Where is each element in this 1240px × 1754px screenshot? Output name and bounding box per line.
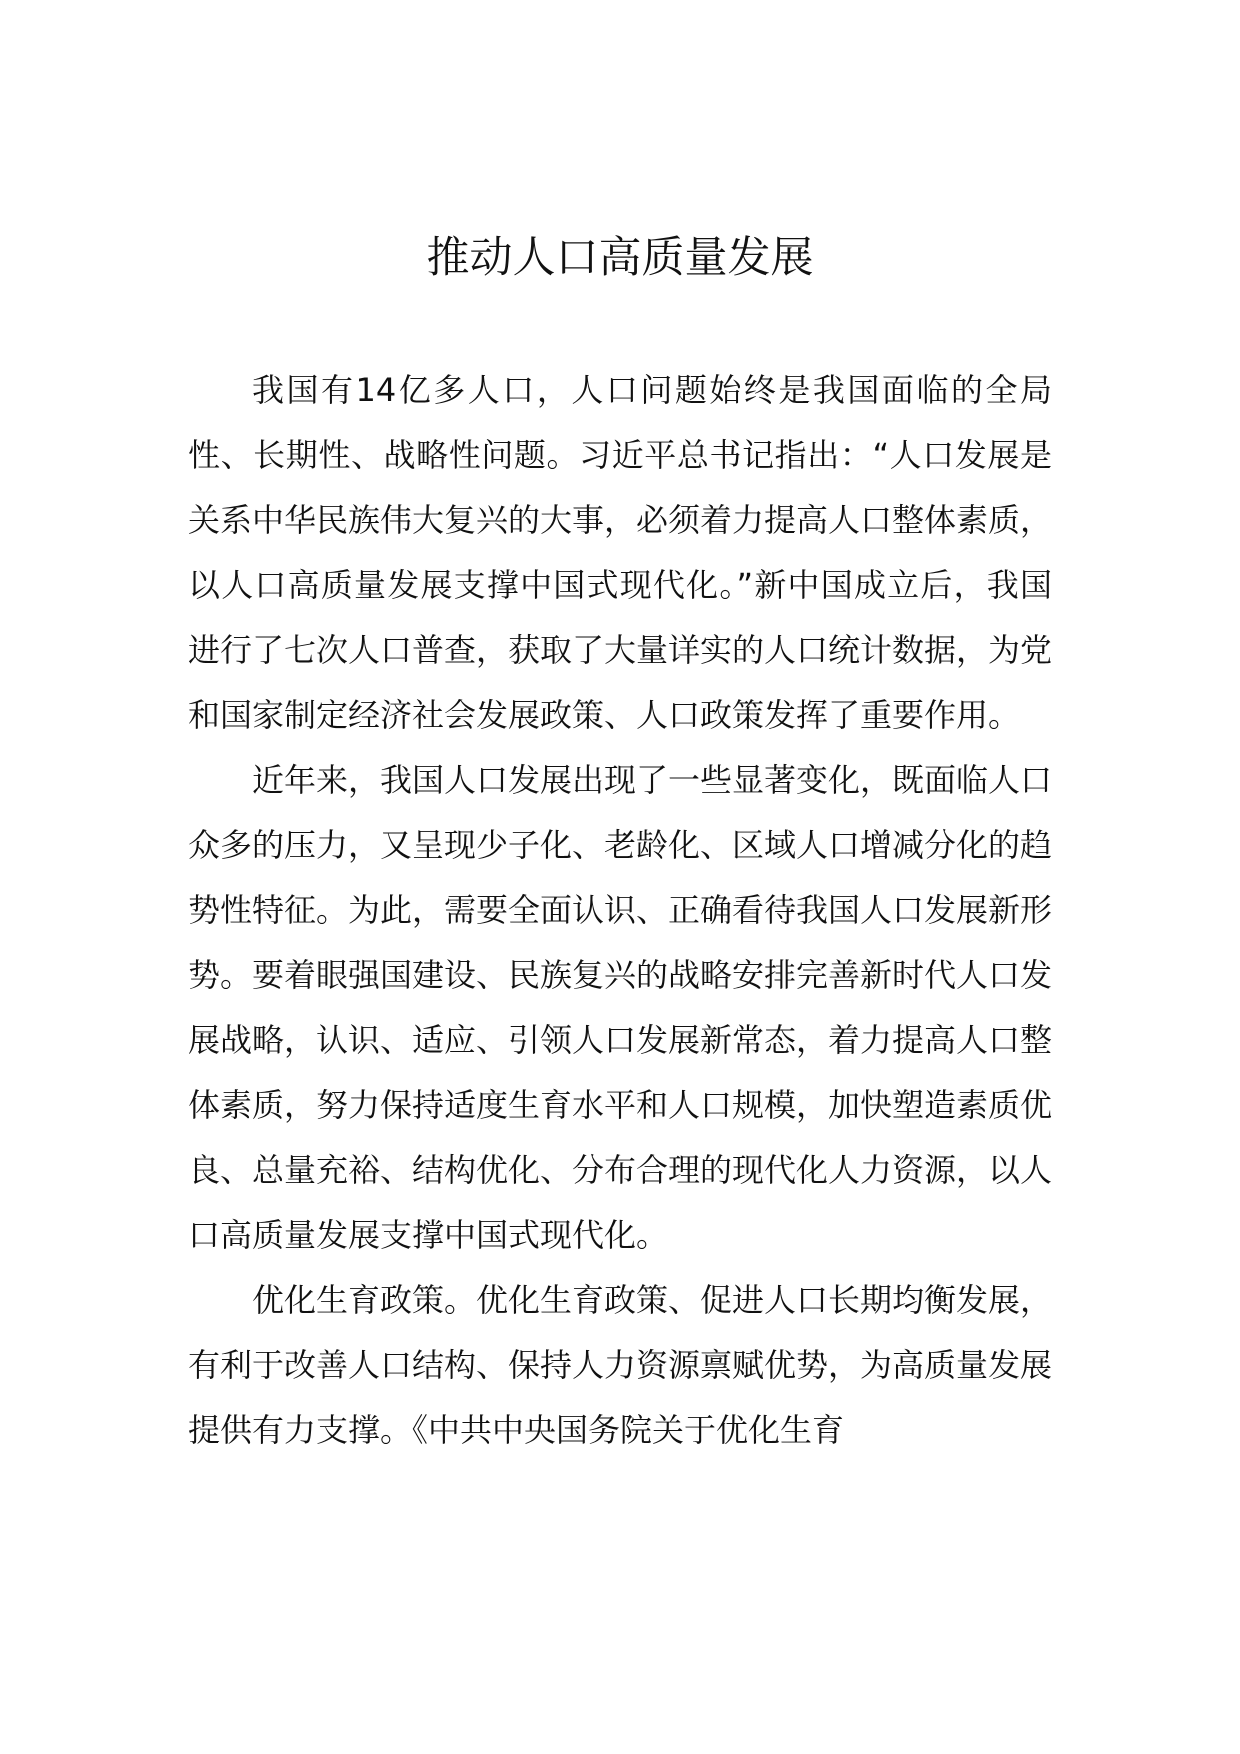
paragraph-1: 我国有14亿多人口，人口问题始终是我国面临的全局性、长期性、战略性问题。习近平总书记指出：“人口发展是关系中华民族伟大复兴的大事，必须着力提高人口整体素质，以人口高质量发展支撑中国式现代化。”新中国成立后，我国进行了七次人口普查，获取了大量详实的人口统计数据，为党和国家制定经济社会发展政策、人口政策发挥了重要作用。 xyxy=(188,371,1053,734)
document-title: 推动人口高质量发展 xyxy=(426,233,814,283)
document-body xyxy=(188,358,1052,1463)
paragraph-3: 优化生育政策。优化生育政策、促进人口长期均衡发展，有利于改善人口结构、保持人力资源禀赋优势，为高质量发展提供有力支撑。《中共中央国务院关于优化生育 xyxy=(188,1281,1053,1449)
paragraph-2: 近年来，我国人口发展出现了一些显著变化，既面临人口众多的压力，又呈现少子化、老龄化、区域人口增减分化的趋势性特征。为此，需要全面认识、正确看待我国人口发展新形势。要着眼强国建设、民族复兴的战略安排完善新时代人口发展战略，认识、适应、引领人口发展新常态，着力提高人口整体素质，努力保持适度生育水平和人口规模，加快塑造素质优良、总量充裕、结构优化、分布合理的现代化人力资源，以人口高质量发展支撑中国式现代化。 xyxy=(188,761,1053,1254)
